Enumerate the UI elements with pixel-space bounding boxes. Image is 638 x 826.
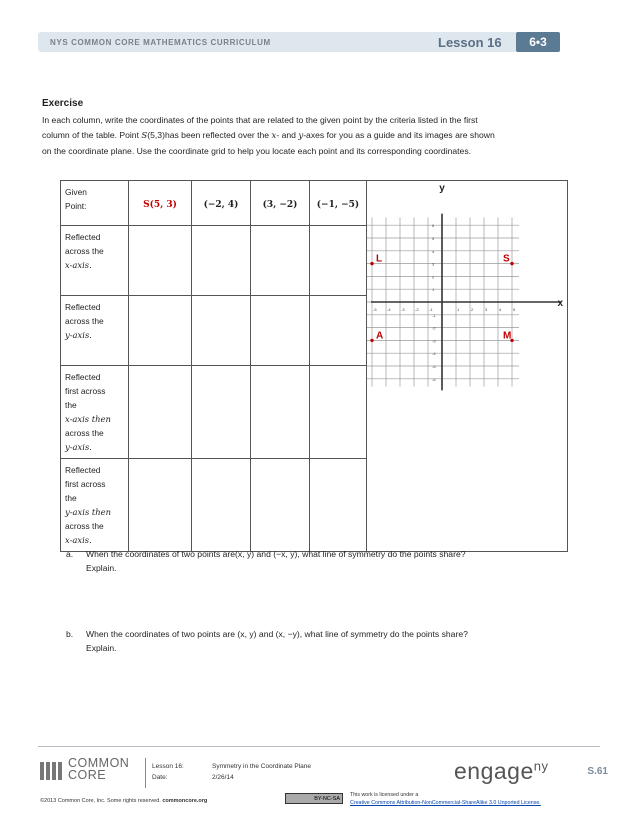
- answer-cell[interactable]: [192, 366, 251, 459]
- exercise-intro: [42, 113, 582, 159]
- point-A: [370, 339, 373, 342]
- intro-line-2: column of the table. Point S(5,3)has been reflected over the x- and y-axes for you as a guide and its images are shown: [42, 130, 495, 141]
- y-axis-label: y: [439, 183, 445, 194]
- y-tick-label: -1: [432, 312, 436, 318]
- answer-cell[interactable]: [129, 366, 192, 459]
- curriculum-title: NYS COMMON CORE MATHEMATICS CURRICULUM: [50, 38, 271, 47]
- engageny-logo: engage$^{ny}$: [454, 758, 549, 784]
- column-header: (−1, −5): [310, 181, 367, 226]
- point-label-S: S: [503, 253, 510, 265]
- x-tick-label: 3: [485, 307, 488, 312]
- answer-cell[interactable]: [310, 459, 367, 552]
- copyright: ©2013 Common Core, Inc. Some rights reserved. commoncore.org: [40, 798, 208, 804]
- answer-cell[interactable]: [192, 296, 251, 366]
- common-core-logo-text: COMMON CORE: [68, 756, 130, 782]
- exercise-heading: Exercise: [42, 98, 84, 109]
- x-axis-label: x: [557, 298, 563, 309]
- question-b-letter: b.: [66, 629, 74, 639]
- x-tick-label: 2: [471, 307, 474, 312]
- reflection-table: [60, 180, 568, 552]
- answer-cell[interactable]: [251, 366, 310, 459]
- y-tick-label: -5: [432, 364, 436, 369]
- answer-cell[interactable]: [310, 226, 367, 296]
- answer-cell[interactable]: [192, 459, 251, 552]
- footer-separator: [145, 758, 146, 788]
- coordinate-plane: [367, 181, 567, 526]
- answer-cell[interactable]: [192, 226, 251, 296]
- row-label: Reflected first across the y-axis then across the x-axis.: [61, 459, 129, 552]
- intro-line-3: on the coordinate plane. Use the coordinate grid to help you locate each point and its corresponding coordinates.: [42, 146, 472, 156]
- row-label: Reflected across the y-axis.: [61, 296, 129, 366]
- y-tick-label: -6: [432, 376, 436, 382]
- y-tick-label: 1: [432, 287, 435, 293]
- y-tick-label: -2: [432, 325, 436, 331]
- intro-line-1: In each column, write the coordinates of the points that are related to the given point by the criteria listed in the first: [42, 115, 478, 125]
- point-L: [370, 262, 373, 265]
- y-tick-label: 6: [432, 223, 435, 229]
- y-tick-label: 4: [432, 248, 435, 254]
- footer-values: Symmetry in the Coordinate Plane 2/26/14: [212, 763, 311, 781]
- y-tick-label: 5: [432, 236, 435, 241]
- question-a: When the coordinates of two points are(x, y) and (−x, y), what line of symmetry do the points share? Explain.: [86, 549, 466, 573]
- x-tick-label: 4: [499, 307, 502, 312]
- point-label-A: A: [376, 330, 384, 342]
- x-tick-label: -3: [401, 307, 405, 312]
- answer-cell[interactable]: [129, 296, 192, 366]
- column-header: (−2, 4): [192, 181, 251, 226]
- question-a-letter: a.: [66, 549, 74, 559]
- y-tick-label: 3: [432, 261, 435, 267]
- x-tick-label: 5: [513, 307, 516, 312]
- point-S: [510, 262, 513, 265]
- question-b: When the coordinates of two points are (x, y) and (x, −y), what line of symmetry do the points share? Explain.: [86, 629, 468, 653]
- x-tick-label: -4: [387, 307, 391, 312]
- coordinate-grid-cell: [367, 181, 568, 552]
- x-tick-label: -5: [373, 307, 377, 312]
- y-tick-label: -3: [432, 338, 436, 344]
- point-label-M: M: [503, 330, 512, 342]
- point-label-L: L: [376, 253, 383, 265]
- given-point-label: Given Point:: [61, 181, 129, 226]
- license-text: This work is licensed under a Creative Commons Attribution-NonCommercial-ShareAlike 3.0 Unported License.: [350, 792, 541, 806]
- answer-cell[interactable]: [129, 459, 192, 552]
- page-number: S.61: [587, 766, 608, 777]
- y-tick-label: 2: [432, 274, 435, 280]
- grade-badge: 6•3: [516, 32, 560, 52]
- common-core-logo-icon: [40, 760, 66, 782]
- footer-labels: Lesson 16: Date:: [152, 763, 184, 781]
- cc-license-badge: BY-NC-SA: [285, 793, 343, 804]
- column-header: (3, −2): [251, 181, 310, 226]
- answer-cell[interactable]: [129, 226, 192, 296]
- x-tick-label: 1: [457, 307, 460, 312]
- lesson-label: Lesson 16: [438, 35, 502, 50]
- answer-cell[interactable]: [310, 296, 367, 366]
- footer-divider: [38, 746, 600, 747]
- y-tick-label: -4: [432, 351, 436, 357]
- answer-cell[interactable]: [251, 226, 310, 296]
- answer-cell[interactable]: [251, 459, 310, 552]
- x-tick-label: -2: [415, 307, 419, 312]
- row-label: Reflected across the x-axis.: [61, 226, 129, 296]
- row-label: Reflected first across the x-axis then across the y-axis.: [61, 366, 129, 459]
- answer-cell[interactable]: [310, 366, 367, 459]
- x-tick-label: -1: [429, 307, 433, 312]
- column-header: S(5, 3): [129, 181, 192, 226]
- answer-cell[interactable]: [251, 296, 310, 366]
- license-link[interactable]: Creative Commons Attribution-NonCommercial-ShareAlike 3.0 Unported License.: [350, 800, 541, 806]
